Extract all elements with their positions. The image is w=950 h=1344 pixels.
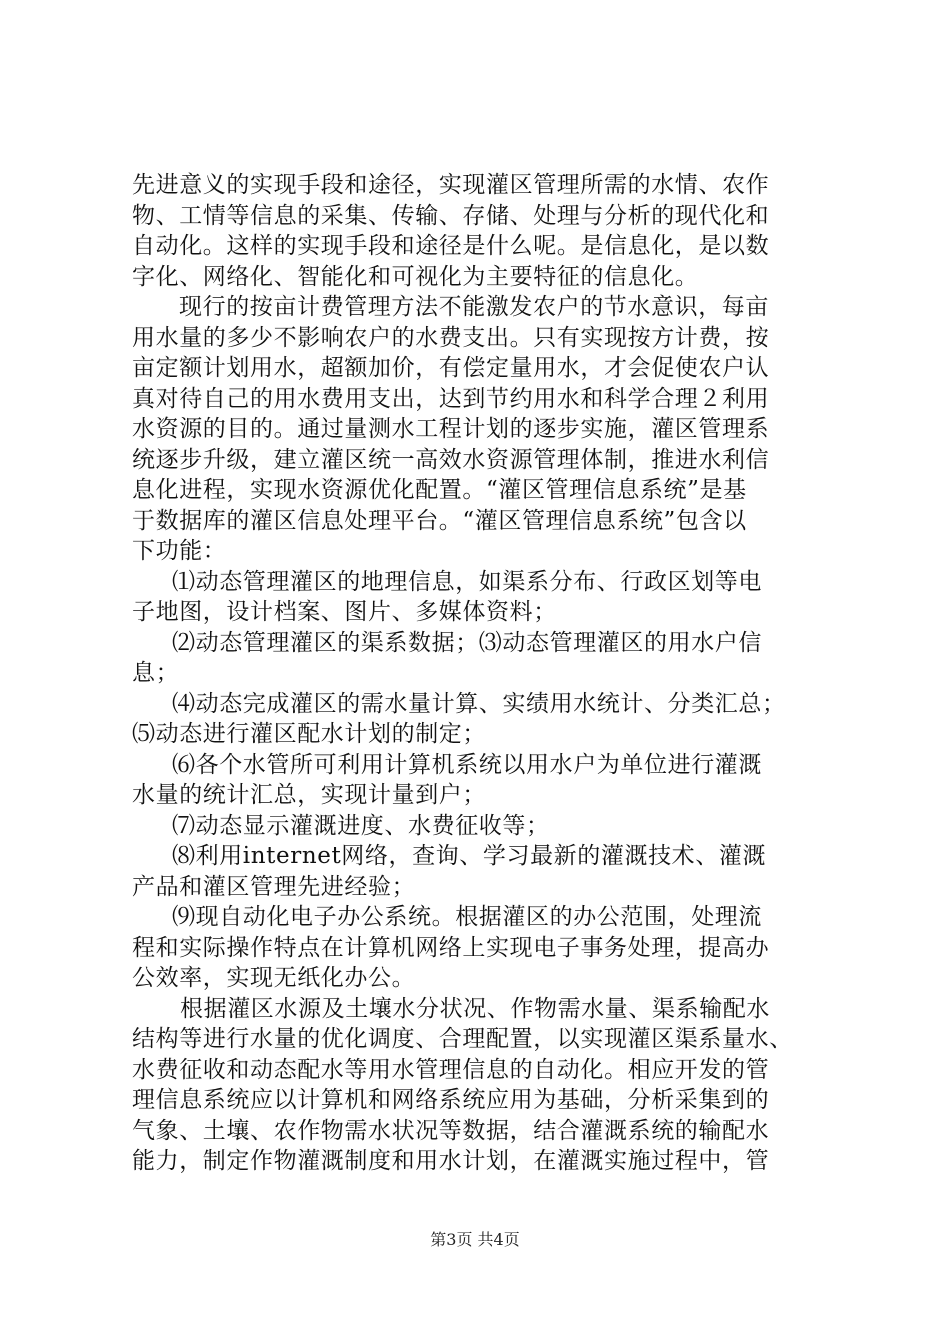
text-line: 根据灌区水源及土壤水分状况、作物需水量、渠系输配水 — [180, 995, 770, 1022]
list-item: ⑹各个水管所可利用计算机系统以用水户为单位进行灌溉 — [172, 751, 762, 778]
text-line: 先进意义的实现手段和途径，实现灌区管理所需的水情、农作 — [132, 172, 770, 198]
list-item: ⑻利用internet网络，查询、学习最新的灌溉技术、灌溉 — [172, 843, 767, 869]
text-line: 公效率，实现无纸化办公。 — [132, 965, 416, 991]
text-line: 息； — [132, 660, 180, 686]
text-line: 自动化。这样的实现手段和途径是什么呢。是信息化，是以数 — [132, 233, 770, 259]
text-line: 统逐步升级，建立灌区统一高效水资源管理体制，推进水利信 — [132, 446, 770, 473]
list-item: ⑺动态显示灌溉进度、水费征收等； — [172, 812, 550, 839]
text-line: 物、工情等信息的采集、传输、存储、处理与分析的现代化和 — [132, 202, 770, 229]
text-line: 真对待自己的用水费用支出，达到节约用水和科学合理２利用 — [132, 385, 770, 412]
text-line: 水费征收和动态配水等用水管理信息的自动化。相应开发的管 — [132, 1056, 770, 1083]
list-item: ⑼现自动化电子办公系统。根据灌区的办公范围，处理流 — [172, 904, 762, 930]
text-line: 下功能： — [132, 538, 227, 564]
text-line: 程和实际操作特点在计算机网络上实现电子事务处理，提高办 — [132, 934, 770, 961]
list-item: ⑴动态管理灌区的地理信息，如渠系分布、行政区划等电 — [172, 568, 762, 595]
text-line: 结构等进行水量的优化调度、合理配置，以实现灌区渠系量水、 — [132, 1026, 793, 1052]
text-line: 亩定额计划用水，超额加价，有偿定量用水，才会促使农户认 — [132, 355, 770, 381]
list-item: ⑵动态管理灌区的渠系数据；⑶动态管理灌区的用水户信 — [172, 629, 762, 656]
list-item: ⑷动态完成灌区的需水量计算、实绩用水统计、分类汇总； — [172, 690, 786, 717]
list-item: ⑸动态进行灌区配水计划的制定； — [132, 721, 486, 747]
text-line: 于数据库的灌区信息处理平台。“灌区管理信息系统”包含以 — [132, 507, 747, 534]
text-line: 理信息系统应以计算机和网络系统应用为基础，分析采集到的 — [132, 1087, 770, 1113]
text-line: 产品和灌区管理先进经验； — [132, 873, 416, 900]
body-text — [132, 170, 832, 1177]
text-line: 现行的按亩计费管理方法不能激发农户的节水意识，每亩 — [179, 294, 769, 320]
text-line: 子地图，设计档案、图片、多媒体资料； — [132, 599, 557, 625]
text-line: 气象、土壤、农作物需水状况等数据，结合灌溉系统的输配水 — [132, 1117, 770, 1144]
text-line: 息化进程，实现水资源优化配置。“灌区管理信息系统”是基 — [132, 477, 747, 503]
page-number-footer: 第3页 共4页 — [430, 1230, 520, 1249]
text-line: 字化、网络化、智能化和可视化为主要特征的信息化。 — [132, 263, 699, 290]
text-line: 能力，制定作物灌溉制度和用水计划，在灌溉实施过程中，管 — [132, 1148, 770, 1174]
text-line: 水量的统计汇总，实现计量到户； — [132, 782, 486, 808]
text-line: 用水量的多少不影响农户的水费支出。只有实现按方计费，按 — [132, 324, 770, 351]
text-line: 水资源的目的。通过量测水工程计划的逐步实施，灌区管理系 — [132, 416, 770, 442]
